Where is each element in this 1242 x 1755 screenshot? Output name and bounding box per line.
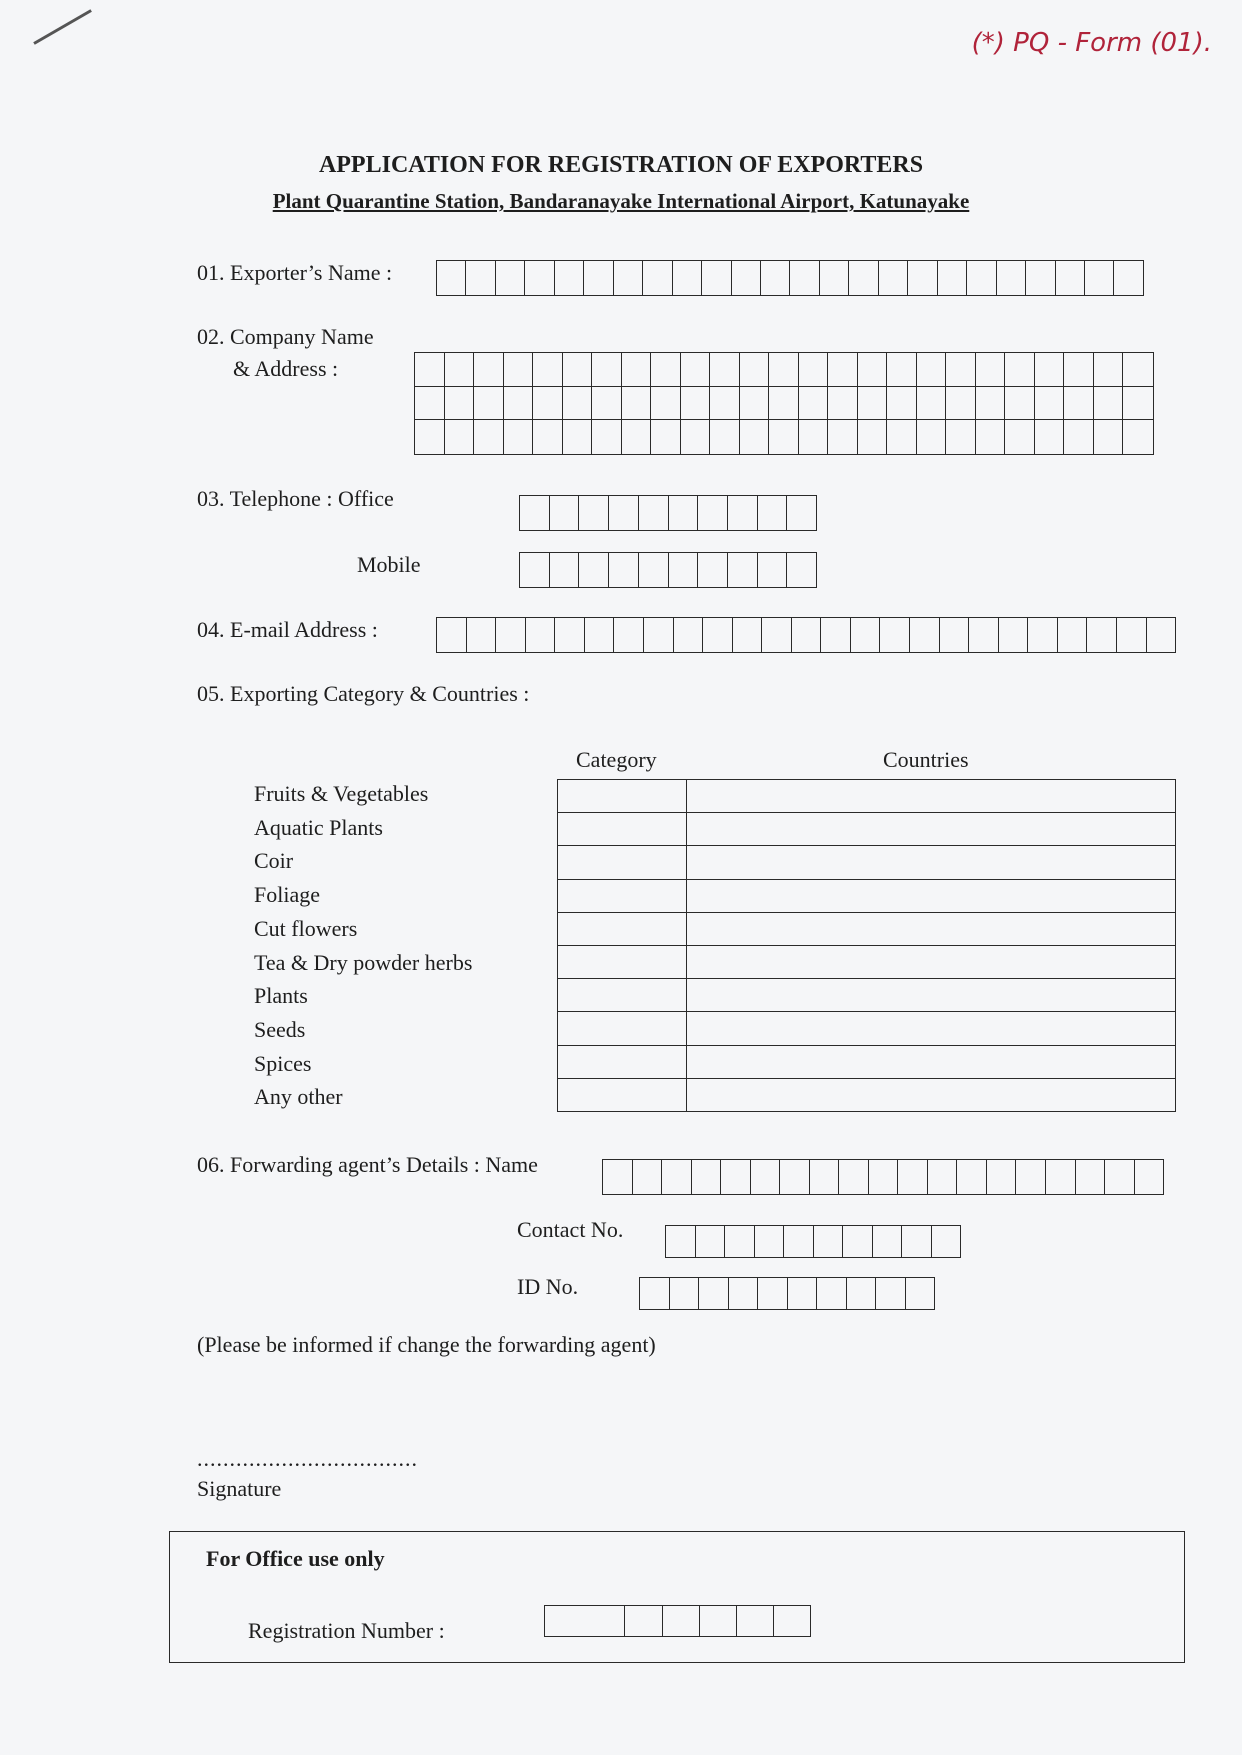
- contact-number-field[interactable]: [665, 1225, 961, 1258]
- char-box[interactable]: [940, 618, 970, 652]
- char-box[interactable]: [609, 553, 639, 587]
- char-box[interactable]: [858, 387, 888, 421]
- email-field[interactable]: [436, 617, 1176, 653]
- countries-cell[interactable]: [687, 912, 1176, 945]
- char-box[interactable]: [769, 420, 799, 454]
- char-box[interactable]: [1114, 261, 1142, 295]
- char-box[interactable]: [699, 1278, 729, 1309]
- char-box[interactable]: [633, 1160, 663, 1194]
- char-box[interactable]: [1035, 387, 1065, 421]
- category-label: Cut flowers: [254, 915, 358, 941]
- char-box[interactable]: [550, 496, 580, 530]
- registration-number-field[interactable]: [544, 1605, 811, 1637]
- char-box[interactable]: [758, 1278, 788, 1309]
- char-box[interactable]: [644, 618, 674, 652]
- telephone-mobile-field[interactable]: [519, 552, 817, 588]
- char-box[interactable]: [579, 553, 609, 587]
- char-box[interactable]: [445, 353, 475, 387]
- char-box[interactable]: [1135, 1160, 1164, 1194]
- char-box[interactable]: [563, 353, 593, 387]
- category-label: Any other: [254, 1084, 343, 1110]
- char-box[interactable]: [1087, 618, 1117, 652]
- category-cell[interactable]: [558, 912, 687, 945]
- category-label: Foliage: [254, 882, 320, 908]
- countries-cell[interactable]: [687, 945, 1176, 978]
- char-box[interactable]: [1064, 420, 1094, 454]
- countries-cell[interactable]: [687, 813, 1176, 846]
- char-box[interactable]: [651, 420, 681, 454]
- char-box[interactable]: [474, 420, 504, 454]
- countries-cell[interactable]: [687, 1012, 1176, 1045]
- exporting-category-label: 05. Exporting Category & Countries :: [197, 681, 530, 706]
- char-box[interactable]: [999, 618, 1029, 652]
- char-box[interactable]: [820, 261, 849, 295]
- char-box[interactable]: [725, 1226, 755, 1257]
- category-cell[interactable]: [558, 846, 687, 879]
- char-box[interactable]: [821, 618, 851, 652]
- category-label: Seeds: [254, 1016, 306, 1042]
- char-box[interactable]: [563, 420, 593, 454]
- office-use-section: [169, 1531, 1185, 1663]
- countries-cell[interactable]: [687, 1078, 1176, 1111]
- char-box[interactable]: [1094, 387, 1124, 421]
- char-box[interactable]: [585, 618, 615, 652]
- char-box[interactable]: [614, 261, 643, 295]
- char-box[interactable]: [579, 496, 609, 530]
- char-box[interactable]: [732, 261, 761, 295]
- telephone-office-field[interactable]: [519, 495, 817, 531]
- char-box[interactable]: [666, 1226, 696, 1257]
- char-box[interactable]: [700, 1606, 737, 1636]
- category-cell[interactable]: [558, 879, 687, 912]
- category-label: Coir: [254, 848, 294, 874]
- char-box[interactable]: [902, 1226, 932, 1257]
- company-address-label: & Address :: [233, 356, 339, 381]
- char-box[interactable]: [917, 387, 947, 421]
- category-cell[interactable]: [558, 1012, 687, 1045]
- category-cell[interactable]: [558, 1078, 687, 1111]
- char-box[interactable]: [987, 1160, 1017, 1194]
- char-box[interactable]: [873, 1226, 903, 1257]
- table-row: [558, 945, 1176, 978]
- char-box[interactable]: [504, 353, 534, 387]
- char-box[interactable]: [814, 1226, 844, 1257]
- char-box[interactable]: [780, 1160, 810, 1194]
- char-box[interactable]: [643, 261, 672, 295]
- char-box[interactable]: [887, 387, 917, 421]
- countries-cell[interactable]: [687, 979, 1176, 1012]
- char-box[interactable]: [787, 496, 816, 530]
- char-box[interactable]: [740, 387, 770, 421]
- char-box[interactable]: [674, 618, 704, 652]
- char-box[interactable]: [651, 387, 681, 421]
- char-box[interactable]: [437, 618, 467, 652]
- char-box[interactable]: [555, 618, 585, 652]
- char-box[interactable]: [906, 1278, 935, 1309]
- char-box[interactable]: [957, 1160, 987, 1194]
- telephone-mobile-label: Mobile: [357, 552, 421, 577]
- char-box[interactable]: [721, 1160, 751, 1194]
- char-box[interactable]: [969, 618, 999, 652]
- char-box[interactable]: [504, 420, 534, 454]
- char-box[interactable]: [669, 553, 699, 587]
- char-box[interactable]: [496, 618, 526, 652]
- char-box[interactable]: [681, 420, 711, 454]
- char-box[interactable]: [1076, 1160, 1106, 1194]
- char-box[interactable]: [526, 618, 556, 652]
- char-box[interactable]: [415, 387, 445, 421]
- char-box[interactable]: [997, 261, 1026, 295]
- company-name-label: 02. Company Name: [197, 324, 374, 349]
- char-box[interactable]: [887, 420, 917, 454]
- table-row: [558, 1012, 1176, 1045]
- char-box[interactable]: [1147, 618, 1176, 652]
- char-box[interactable]: [525, 261, 554, 295]
- char-box[interactable]: [817, 1278, 847, 1309]
- char-box[interactable]: [710, 353, 740, 387]
- char-box[interactable]: [592, 420, 622, 454]
- category-label: Tea & Dry powder herbs: [254, 949, 473, 975]
- char-box[interactable]: [967, 261, 996, 295]
- category-cell[interactable]: [558, 979, 687, 1012]
- char-box[interactable]: [755, 1226, 785, 1257]
- char-box[interactable]: [584, 261, 613, 295]
- signature-line[interactable]: ..................................: [197, 1446, 418, 1471]
- char-box[interactable]: [662, 1160, 692, 1194]
- char-box[interactable]: [1085, 261, 1114, 295]
- countries-cell[interactable]: [687, 780, 1176, 813]
- char-box[interactable]: [751, 1160, 781, 1194]
- char-box[interactable]: [769, 387, 799, 421]
- office-use-heading: For Office use only: [206, 1546, 385, 1571]
- char-box[interactable]: [445, 420, 475, 454]
- char-box[interactable]: [1064, 353, 1094, 387]
- char-box[interactable]: [622, 353, 652, 387]
- char-box[interactable]: [703, 618, 733, 652]
- char-box[interactable]: [810, 1160, 840, 1194]
- char-box[interactable]: [1035, 420, 1065, 454]
- char-box[interactable]: [1105, 1160, 1135, 1194]
- char-box[interactable]: [758, 553, 788, 587]
- char-box[interactable]: [533, 387, 563, 421]
- forwarding-agent-name-field[interactable]: [602, 1159, 1164, 1195]
- char-box[interactable]: [614, 618, 644, 652]
- char-box[interactable]: [520, 553, 550, 587]
- char-box[interactable]: [1058, 618, 1088, 652]
- pen-stroke-mark: [33, 9, 92, 45]
- forwarding-agent-note: (Please be informed if change the forwarding agent): [197, 1332, 656, 1357]
- category-label: Plants: [254, 983, 308, 1009]
- signature-label: Signature: [197, 1476, 282, 1501]
- char-box[interactable]: [774, 1606, 810, 1636]
- char-box[interactable]: [880, 618, 910, 652]
- char-box[interactable]: [669, 496, 699, 530]
- table-row: [558, 912, 1176, 945]
- char-box[interactable]: [728, 553, 758, 587]
- char-box[interactable]: [869, 1160, 899, 1194]
- table-row: [558, 1045, 1176, 1078]
- id-number-label: ID No.: [517, 1274, 579, 1299]
- char-box[interactable]: [879, 261, 908, 295]
- char-box[interactable]: [622, 387, 652, 421]
- char-box[interactable]: [733, 618, 763, 652]
- char-box[interactable]: [917, 420, 947, 454]
- char-box[interactable]: [692, 1160, 722, 1194]
- char-box[interactable]: [1117, 618, 1147, 652]
- char-box[interactable]: [737, 1606, 774, 1636]
- table-row: [558, 879, 1176, 912]
- char-box[interactable]: [625, 1606, 662, 1636]
- char-box[interactable]: [928, 1160, 958, 1194]
- char-box[interactable]: [496, 261, 525, 295]
- char-box[interactable]: [681, 353, 711, 387]
- email-label: 04. E-mail Address :: [197, 617, 378, 642]
- company-address-field[interactable]: [414, 352, 1154, 455]
- char-box[interactable]: [1094, 420, 1124, 454]
- char-box[interactable]: [1056, 261, 1085, 295]
- char-box[interactable]: [976, 353, 1006, 387]
- char-box[interactable]: [710, 420, 740, 454]
- char-box[interactable]: [467, 618, 497, 652]
- exporter-name-label: 01. Exporter’s Name :: [197, 260, 393, 285]
- countries-column-header: Countries: [883, 747, 969, 772]
- exporter-name-field[interactable]: [436, 260, 1144, 296]
- table-row: [558, 780, 1176, 813]
- char-box[interactable]: [474, 353, 504, 387]
- char-box[interactable]: [533, 353, 563, 387]
- table-row: [558, 846, 1176, 879]
- char-box[interactable]: [651, 353, 681, 387]
- char-box[interactable]: [1123, 420, 1153, 454]
- char-box[interactable]: [858, 420, 888, 454]
- char-box[interactable]: [887, 353, 917, 387]
- char-box[interactable]: [698, 496, 728, 530]
- char-box[interactable]: [640, 1278, 670, 1309]
- char-box[interactable]: [603, 1160, 633, 1194]
- char-box[interactable]: [917, 353, 947, 387]
- category-label: Fruits & Vegetables: [254, 781, 429, 806]
- char-box[interactable]: [545, 1606, 625, 1636]
- char-box[interactable]: [609, 496, 639, 530]
- char-box[interactable]: [849, 261, 878, 295]
- char-box[interactable]: [670, 1278, 700, 1309]
- char-box[interactable]: [710, 387, 740, 421]
- category-column-header: Category: [576, 747, 657, 772]
- char-box[interactable]: [788, 1278, 818, 1309]
- char-box[interactable]: [908, 261, 937, 295]
- id-number-field[interactable]: [639, 1277, 935, 1310]
- category-cell[interactable]: [558, 813, 687, 846]
- char-box[interactable]: [1035, 353, 1065, 387]
- char-box[interactable]: [681, 387, 711, 421]
- char-box[interactable]: [415, 353, 445, 387]
- char-box[interactable]: [1005, 420, 1035, 454]
- char-box[interactable]: [792, 618, 822, 652]
- char-box[interactable]: [437, 261, 466, 295]
- char-box[interactable]: [702, 261, 731, 295]
- char-box[interactable]: [799, 387, 829, 421]
- char-box[interactable]: [976, 387, 1006, 421]
- char-box[interactable]: [787, 553, 816, 587]
- char-box[interactable]: [474, 387, 504, 421]
- char-box[interactable]: [799, 420, 829, 454]
- char-box[interactable]: [828, 420, 858, 454]
- char-box[interactable]: [740, 420, 770, 454]
- table-row: [558, 979, 1176, 1012]
- char-box[interactable]: [729, 1278, 759, 1309]
- char-box[interactable]: [847, 1278, 877, 1309]
- char-box[interactable]: [639, 553, 669, 587]
- registration-number-label: Registration Number :: [248, 1618, 445, 1643]
- char-box[interactable]: [520, 496, 550, 530]
- char-box[interactable]: [673, 261, 702, 295]
- char-box[interactable]: [592, 387, 622, 421]
- char-box[interactable]: [858, 353, 888, 387]
- char-box[interactable]: [555, 261, 584, 295]
- char-box[interactable]: [592, 353, 622, 387]
- category-label: Aquatic Plants: [254, 814, 383, 840]
- form-subtitle: Plant Quarantine Station, Bandaranayake International Airport, Katunayake: [272, 189, 970, 213]
- table-row: [558, 813, 1176, 846]
- countries-cell[interactable]: [687, 879, 1176, 912]
- char-box[interactable]: [769, 353, 799, 387]
- category-cell[interactable]: [558, 780, 687, 813]
- char-box[interactable]: [932, 1226, 961, 1257]
- char-box[interactable]: [504, 387, 534, 421]
- char-box[interactable]: [1094, 353, 1124, 387]
- char-box[interactable]: [696, 1226, 726, 1257]
- char-box[interactable]: [1046, 1160, 1076, 1194]
- char-box[interactable]: [728, 496, 758, 530]
- char-box[interactable]: [799, 353, 829, 387]
- char-box[interactable]: [938, 261, 967, 295]
- char-box[interactable]: [1016, 1160, 1046, 1194]
- char-box[interactable]: [828, 387, 858, 421]
- countries-cell[interactable]: [687, 846, 1176, 879]
- char-box[interactable]: [1123, 353, 1153, 387]
- char-box[interactable]: [466, 261, 495, 295]
- forwarding-agent-name-label: 06. Forwarding agent’s Details : Name: [197, 1152, 538, 1177]
- category-label: Spices: [254, 1050, 312, 1076]
- char-box[interactable]: [622, 420, 652, 454]
- char-box[interactable]: [946, 353, 976, 387]
- char-box[interactable]: [784, 1226, 814, 1257]
- char-box[interactable]: [1123, 387, 1153, 421]
- contact-number-label: Contact No.: [517, 1217, 624, 1242]
- table-row: [558, 1078, 1176, 1111]
- char-box[interactable]: [839, 1160, 869, 1194]
- telephone-office-label: 03. Telephone : Office: [197, 486, 394, 511]
- category-cell[interactable]: [558, 945, 687, 978]
- handwritten-form-number: (*) PQ - Form (01).: [971, 28, 1212, 58]
- char-box[interactable]: [976, 420, 1006, 454]
- char-box[interactable]: [445, 387, 475, 421]
- char-box[interactable]: [946, 420, 976, 454]
- char-box[interactable]: [415, 420, 445, 454]
- char-box[interactable]: [1028, 618, 1058, 652]
- char-box[interactable]: [550, 553, 580, 587]
- char-box[interactable]: [828, 353, 858, 387]
- char-box[interactable]: [898, 1160, 928, 1194]
- char-box[interactable]: [946, 387, 976, 421]
- category-countries-table: [557, 779, 1176, 1112]
- char-box[interactable]: [843, 1226, 873, 1257]
- char-box[interactable]: [563, 387, 593, 421]
- char-box[interactable]: [1026, 261, 1055, 295]
- char-box[interactable]: [1064, 387, 1094, 421]
- char-box[interactable]: [663, 1606, 700, 1636]
- char-box[interactable]: [740, 353, 770, 387]
- char-box[interactable]: [761, 261, 790, 295]
- char-box[interactable]: [790, 261, 819, 295]
- char-box[interactable]: [1005, 387, 1035, 421]
- char-box[interactable]: [851, 618, 881, 652]
- char-box[interactable]: [876, 1278, 906, 1309]
- char-box[interactable]: [533, 420, 563, 454]
- countries-cell[interactable]: [687, 1045, 1176, 1078]
- char-box[interactable]: [698, 553, 728, 587]
- char-box[interactable]: [758, 496, 788, 530]
- char-box[interactable]: [910, 618, 940, 652]
- form-title: APPLICATION FOR REGISTRATION OF EXPORTERS: [318, 152, 924, 178]
- char-box[interactable]: [762, 618, 792, 652]
- char-box[interactable]: [1005, 353, 1035, 387]
- category-cell[interactable]: [558, 1045, 687, 1078]
- char-box[interactable]: [639, 496, 669, 530]
